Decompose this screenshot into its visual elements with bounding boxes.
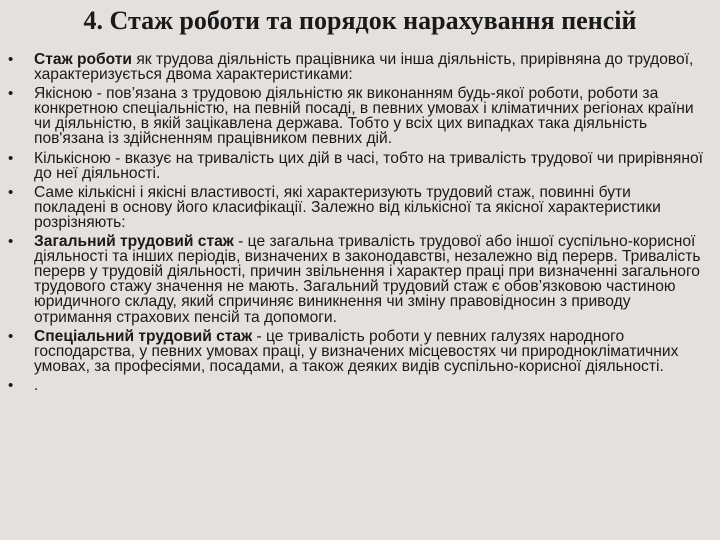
bullet-text: Кількісною - вказує на тривалість цих дій в часі, тобто на тривалість трудової чи прирівняної до неї діяльності. bbox=[34, 149, 703, 182]
bullet-item bbox=[0, 329, 720, 374]
bullet-dot-icon: • bbox=[8, 51, 14, 68]
bullet-dot-icon: • bbox=[8, 327, 14, 345]
bullet-text: як трудова діяльність працівника чи інша діяльність, прирівняна до трудової, характеризується двома характеристиками: bbox=[34, 51, 694, 84]
bullet-list bbox=[0, 52, 720, 397]
bullet-item bbox=[0, 378, 720, 393]
bullet-item bbox=[0, 151, 720, 181]
bullet-bold-term: Загальний трудовий стаж bbox=[34, 233, 234, 251]
bullet-dot-icon: • bbox=[8, 149, 14, 167]
bullet-item bbox=[0, 185, 720, 230]
bullet-item bbox=[0, 52, 720, 82]
bullet-text: - це загальна тривалість трудової або іншої суспільно-корисної діяльності та інших періодів, визначених в законодавстві, незалежно від перерв. Тривалість перерв у трудовій діяльності, причин звільнення і характер праці при визначенні загального трудового стажу значення не мають. Загальний трудовий стаж є обов’язковою частиною юридичного складу, який спричиняє виникнення чи зміну правовідносин з приводу отримання страхових пенсій та допомоги. bbox=[34, 233, 701, 326]
bullet-dot-icon: • bbox=[8, 233, 14, 251]
slide-title: 4. Стаж роботи та порядок нарахування пенсій bbox=[83, 6, 637, 35]
bullet-bold-term: Спеціальний трудовий стаж bbox=[34, 327, 253, 345]
bullet-item bbox=[0, 234, 720, 325]
bullet-text: . bbox=[34, 376, 39, 394]
bullet-text: Саме кількісні і якісні властивості, які характеризують трудовий стаж, повинні бути покладені в основу його класифікації. Залежно від кількісної та якісної характеристики розрізняють: bbox=[34, 183, 661, 231]
bullet-item bbox=[0, 86, 720, 146]
bullet-dot-icon: • bbox=[8, 85, 14, 103]
bullet-dot-icon: • bbox=[8, 376, 14, 394]
bullet-dot-icon: • bbox=[8, 183, 14, 201]
bullet-text: - це тривалість роботи у певних галузях народного господарства, у певних умовах праці, у визначених місцевостях чи природнокліматичних умовах, за професіями, посадами, а також деяких видів суспільно-корисної діяльності. bbox=[34, 327, 679, 375]
bullet-text: Якісною - пов’язана з трудовою діяльністю як виконанням будь-якої роботи, роботи за конкретною спеціальністю, на певній посаді, в певних умовах і кліматичних регіонах країни чи діяльністю, в якій зацікавлена держава. Тобто у всіх цих випадках така діяльність пов'язана із здійсненням працівником певних дій. bbox=[34, 85, 694, 148]
bullet-bold-term: Стаж роботи bbox=[34, 51, 133, 68]
